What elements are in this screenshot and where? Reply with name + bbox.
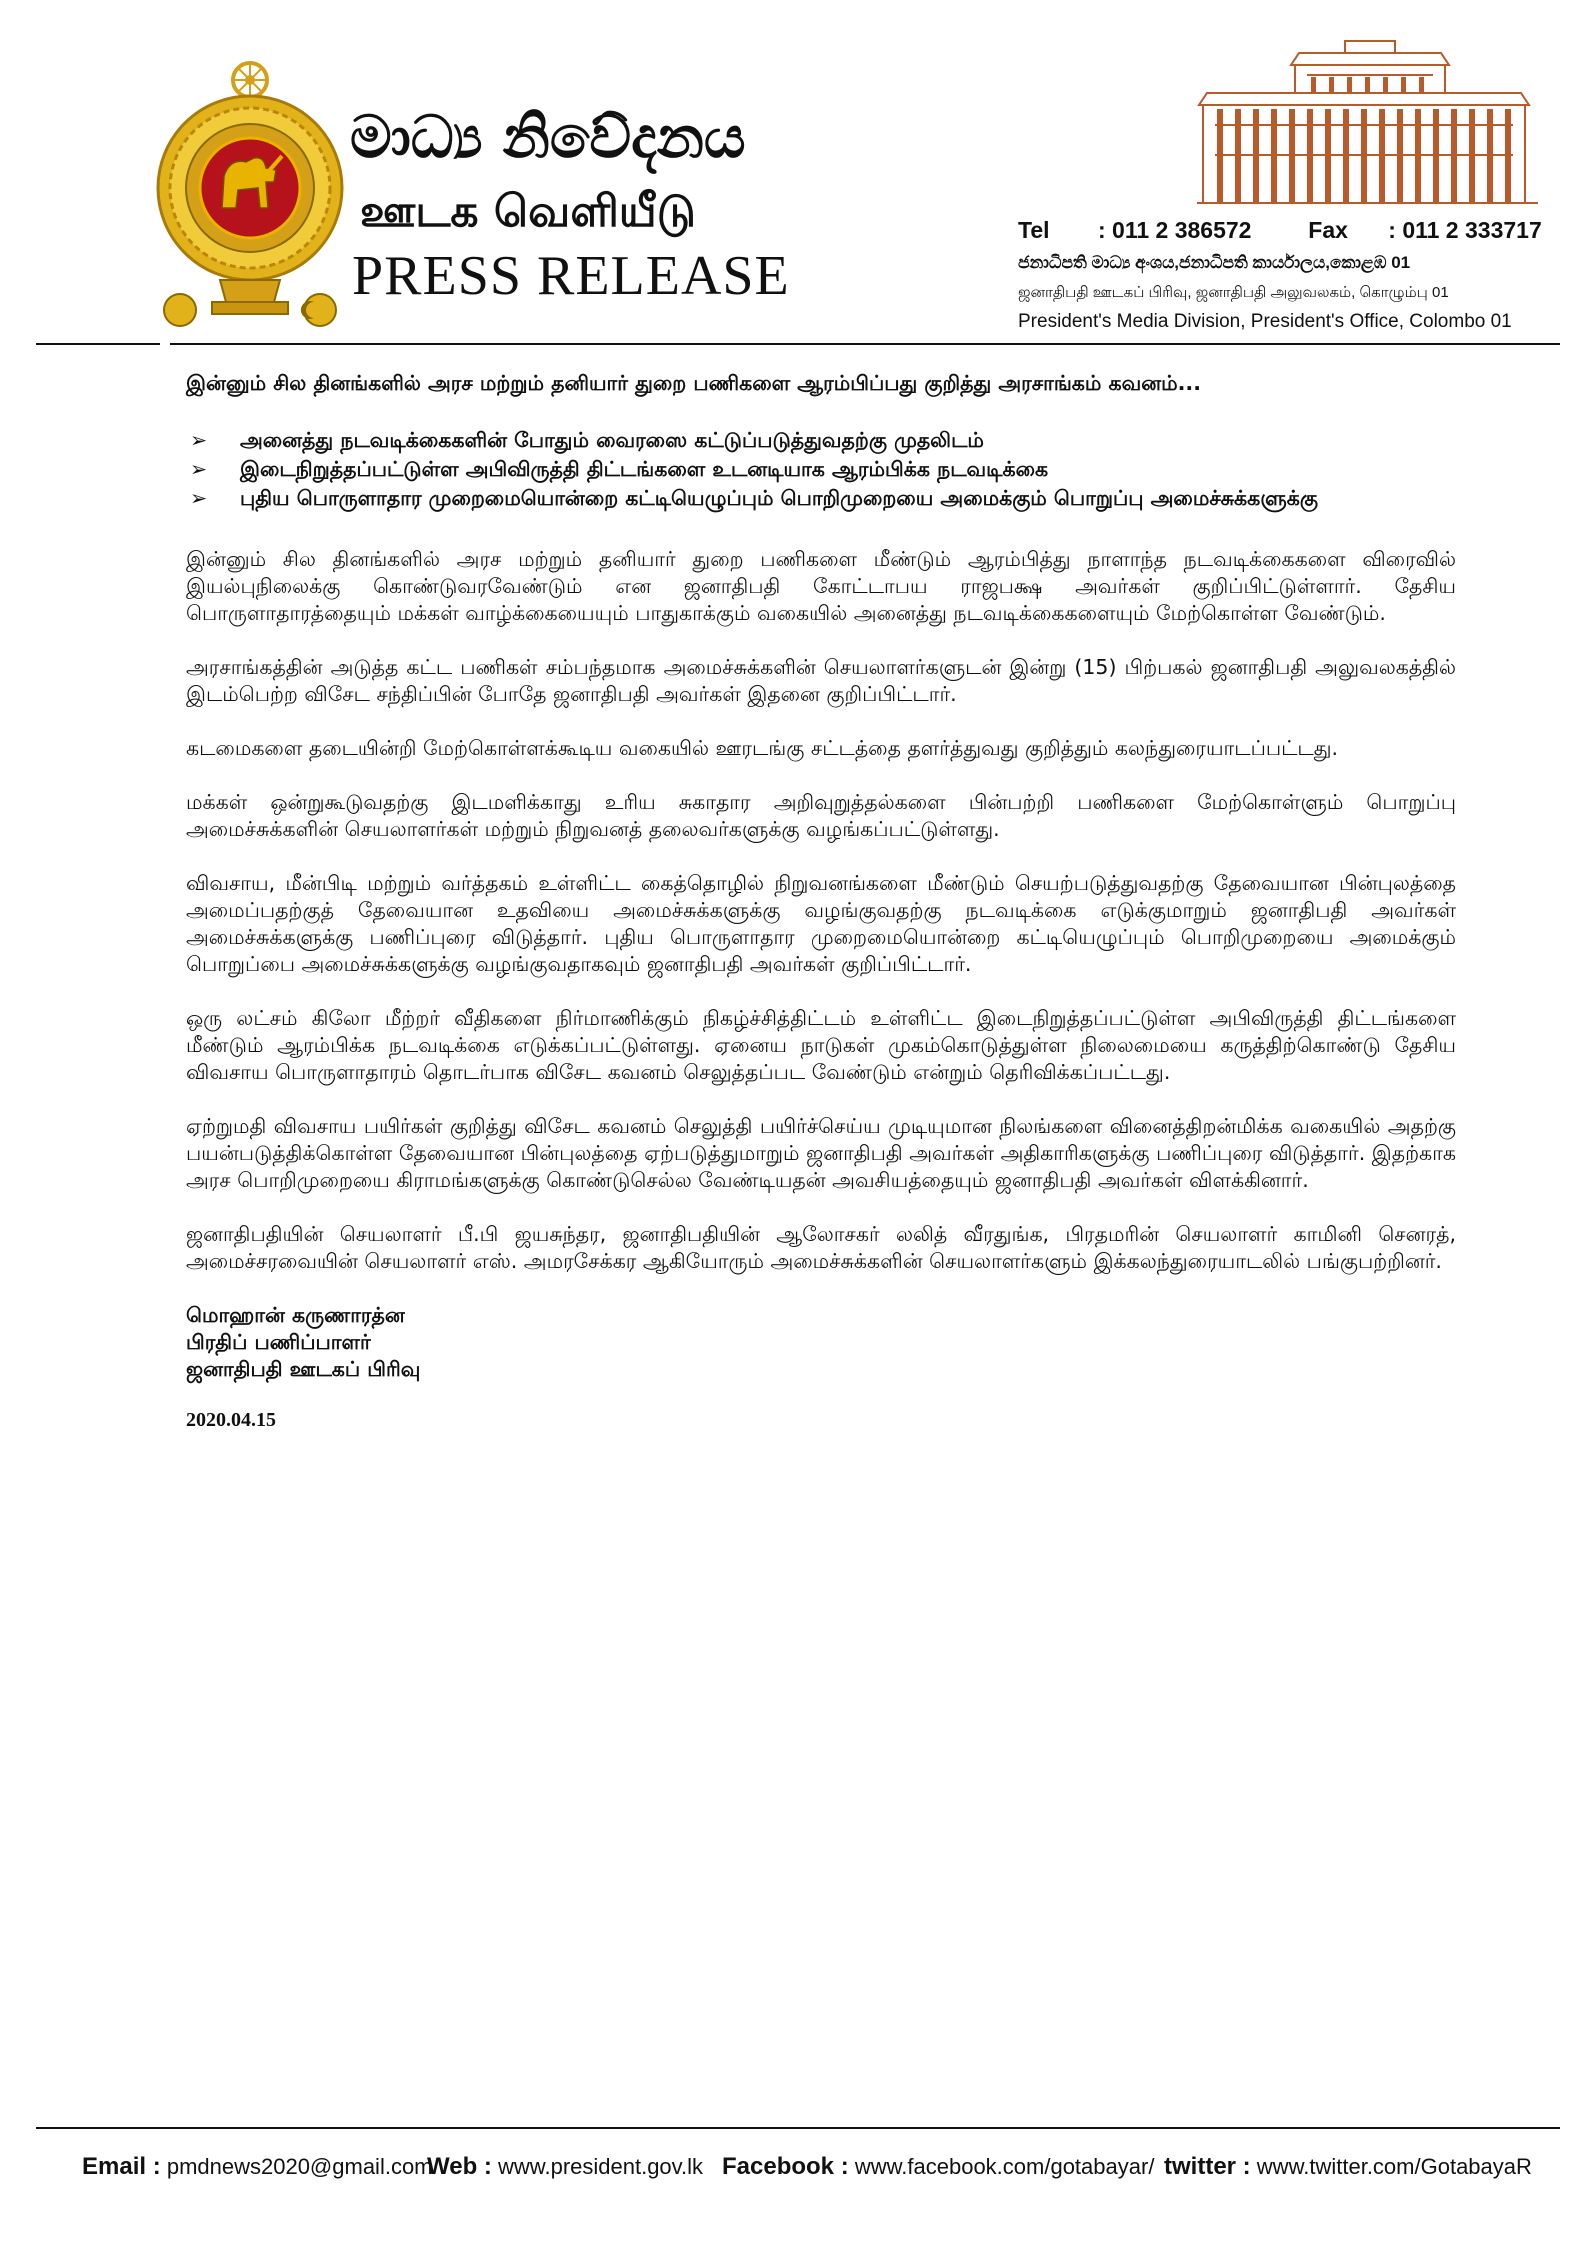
paragraph: ஜனாதிபதியின் செயலாளர் பீ.பி ஜயசுந்தர, ஜனாதிபதியின் ஆலோசகர் லலித் வீரதுங்க, பிரதமரின் செயலாளர் காமினி செனரத், அமைச்சரவையின் செயலாளர் எஸ். அமரசேக்கர ஆகியோரும் அமைச்சுக்களின் செயலாளர்களும் இக்கலந்துரையாடலில் பங்குபற்றினர்.	[186, 1222, 1456, 1273]
highlight-text: அனைத்து நடவடிக்கைகளின் போதும் வைரஸை கட்டுப்படுத்துவதற்கு முதலிடம்	[240, 428, 984, 452]
release-date: 2020.04.15	[186, 1409, 276, 1431]
header-divider-right	[170, 343, 1560, 345]
arrow-bullet-icon: ➢	[190, 486, 208, 510]
highlight-item	[190, 456, 1456, 483]
signatory-title: பிரதிப் பணிப்பாளர்	[186, 1330, 371, 1354]
title-english: PRESS RELEASE	[352, 245, 790, 307]
highlight-text: இடைநிறுத்தப்பட்டுள்ள அபிவிருத்தி திட்டங்களை உடனடியாக ஆரம்பிக்க நடவடிக்கை	[240, 457, 1049, 481]
footer-divider	[36, 2127, 1560, 2129]
tel-label: Tel	[1018, 217, 1050, 243]
paragraph: ஏற்றுமதி விவசாய பயிர்கள் குறித்து விசேட கவனம் செலுத்தி பயிர்ச்செய்ய முடியுமான நிலங்களை வினைத்திறன்மிக்க வகையில் அதற்கு பயன்படுத்திக்கொள்ள தேவையான பின்புலத்தை ஏற்படுத்துமாறும் ஜனாதிபதி அவர்கள் அதிகாரிகளுக்கு பணிப்புரை விடுத்தார். இதற்காக அரச பொறிமுறையை கிராமங்களுக்கு கொண்டுசெல்ல வேண்டியதன் அவசியத்தையும் ஜனாதிபதி அவர்கள் விளக்கினார்.	[186, 1114, 1456, 1192]
paragraph: விவசாய, மீன்பிடி மற்றும் வர்த்தகம் உள்ளிட்ட கைத்தொழில் நிறுவனங்களை மீண்டும் செயற்படுத்துவதற்கு தேவையான பின்புலத்தை அமைப்பதற்குத் தேவையான உதவியை அமைச்சுக்களுக்கு வழங்குவதற்கு நடவடிக்கை எடுக்குமாறும் ஜனாதிபதி அவர்கள் அமைச்சுக்களுக்கு பணிப்புரை விடுத்தார். புதிய பொருளாதார முறைமையொன்றை கட்டியெழுப்பும் பொறிமுறையை அமைக்கும் பொறுப்பை அமைச்சுக்களுக்கு வழங்குவதாகவும் ஜனாதிபதி அவர்கள் குறிப்பிட்டார்.	[186, 871, 1456, 976]
paragraph: மக்கள் ஒன்றுகூடுவதற்கு இடமளிக்காது உரிய சுகாதார அறிவுறுத்தல்களை பின்பற்றி பணிகளை மேற்கொள்ளும் பொறுப்பு அமைச்சுக்களின் செயலாளர்கள் மற்றும் நிறுவனத் தலைவர்களுக்கு வழங்கப்பட்டுள்ளது.	[186, 790, 1456, 841]
footer-web	[427, 2153, 703, 2181]
address-sinhala: ජනාධිපති මාධ්‍ය අංශය,ජනාධිපති කාර්යාලය,කොළඹ 01	[1018, 253, 1411, 272]
web-label: Web :	[427, 2153, 492, 2180]
highlight-item	[190, 485, 1456, 512]
paragraph: ஒரு லட்சம் கிலோ மீற்றர் வீதிகளை நிர்மாணிக்கும் நிகழ்ச்சித்திட்டம் உள்ளிட்ட இடைநிறுத்தப்பட்டுள்ள அபிவிருத்தி திட்டங்களை மீண்டும் ஆரம்பிக்க நடவடிக்கை எடுக்கப்பட்டுள்ளது. ஏனைய நாடுகள் முகம்கொடுத்துள்ள நிலைமையை கருத்திற்கொண்டு தேசிய விவசாய பொருளாதாரம் தொடர்பாக விசேட கவனம் செலுத்தப்பட வேண்டும் என்றும் தெரிவிக்கப்பட்டது.	[186, 1006, 1456, 1084]
email-link[interactable]: pmdnews2020@gmail.com	[166, 2154, 433, 2179]
facebook-label: Facebook :	[722, 2153, 849, 2180]
web-link[interactable]: www.president.gov.lk	[498, 2154, 704, 2179]
signatory-division: ஜனாதிபதி ஊடகப் பிரிவு	[186, 1357, 421, 1381]
sri-lanka-emblem	[150, 58, 350, 348]
address-tamil: ஜனாதிபதி ஊடகப் பிரிவு, ஜனாதிபதி அலுவலகம், கொழும்பு 01	[1018, 284, 1449, 301]
arrow-bullet-icon: ➢	[190, 428, 208, 452]
twitter-link[interactable]: www.twitter.com/GotabayaR	[1256, 2154, 1532, 2179]
presidential-secretariat-building-illustration	[1195, 35, 1540, 205]
email-label: Email :	[82, 2153, 161, 2180]
footer-facebook	[722, 2153, 1154, 2181]
highlights-list	[186, 427, 1456, 512]
paragraph: இன்னும் சில தினங்களில் அரச மற்றும் தனியார் துறை பணிகளை மீண்டும் ஆரம்பித்து நாளாந்த நடவடிக்கைகளை விரைவில் இயல்புநிலைக்கு கொண்டுவரவேண்டும் என ஜனாதிபதி கோட்டாபய ராஜபக்ஷ அவர்கள் குறிப்பிட்டுள்ளார். தேசிய பொருளாதாரத்தையும் மக்கள் வாழ்க்கையையும் பாதுகாக்கும் வகையில் அனைத்து நடவடிக்கைகளையும் மேற்கொள்ள வேண்டும்.	[186, 547, 1456, 625]
paragraph: கடமைகளை தடையின்றி மேற்கொள்ளக்கூடிய வகையில் ஊரடங்கு சட்டத்தை தளர்த்துவது குறித்தும் கலந்துரையாடப்பட்டது.	[186, 736, 1339, 760]
paragraph: அரசாங்கத்தின் அடுத்த கட்ட பணிகள் சம்பந்தமாக அமைச்சுக்களின் செயலாளர்களுடன் இன்று (15) பிற்பகல் ஜனாதிபதி அலுவலகத்தில் இடம்பெற்ற விசேட சந்திப்பின் போதே ஜனாதிபதி அவர்கள் இதனை குறிப்பிட்டார்.	[186, 655, 1456, 706]
signatory-name: மொஹான் கருணாரத்ன	[186, 1303, 405, 1327]
phone-fax-line	[1018, 217, 1553, 244]
title-tamil: ஊடக வெளியீடு	[360, 186, 696, 237]
highlight-item	[190, 427, 1456, 454]
signature-block	[186, 1302, 1456, 1383]
press-release-body	[186, 370, 1456, 1434]
arrow-bullet-icon: ➢	[190, 457, 208, 481]
footer-twitter	[1164, 2153, 1532, 2181]
contact-block	[1018, 217, 1553, 333]
fax-label: Fax	[1308, 217, 1348, 243]
tel-value: : 011 2 386572	[1098, 217, 1252, 243]
highlight-text: புதிய பொருளாதார முறைமையொன்றை கட்டியெழுப்பும் பொறிமுறையை அமைக்கும் பொறுப்பு அமைச்சுக்களுக்கு	[240, 486, 1318, 510]
footer-email	[82, 2153, 433, 2181]
headline: இன்னும் சில தினங்களில் அரச மற்றும் தனியார் துறை பணிகளை ஆரம்பிப்பது குறித்து அரசாங்கம் கவனம்...	[186, 371, 1202, 395]
title-sinhala: මාධ්‍ය නිවේදනය	[350, 103, 746, 171]
twitter-label: twitter :	[1164, 2153, 1251, 2180]
address-english: President's Media Division, President's Office, Colombo 01	[1018, 311, 1512, 332]
facebook-link[interactable]: www.facebook.com/gotabayar/	[854, 2154, 1155, 2179]
fax-value: : 011 2 333717	[1388, 217, 1542, 243]
header-divider-left	[36, 343, 160, 345]
